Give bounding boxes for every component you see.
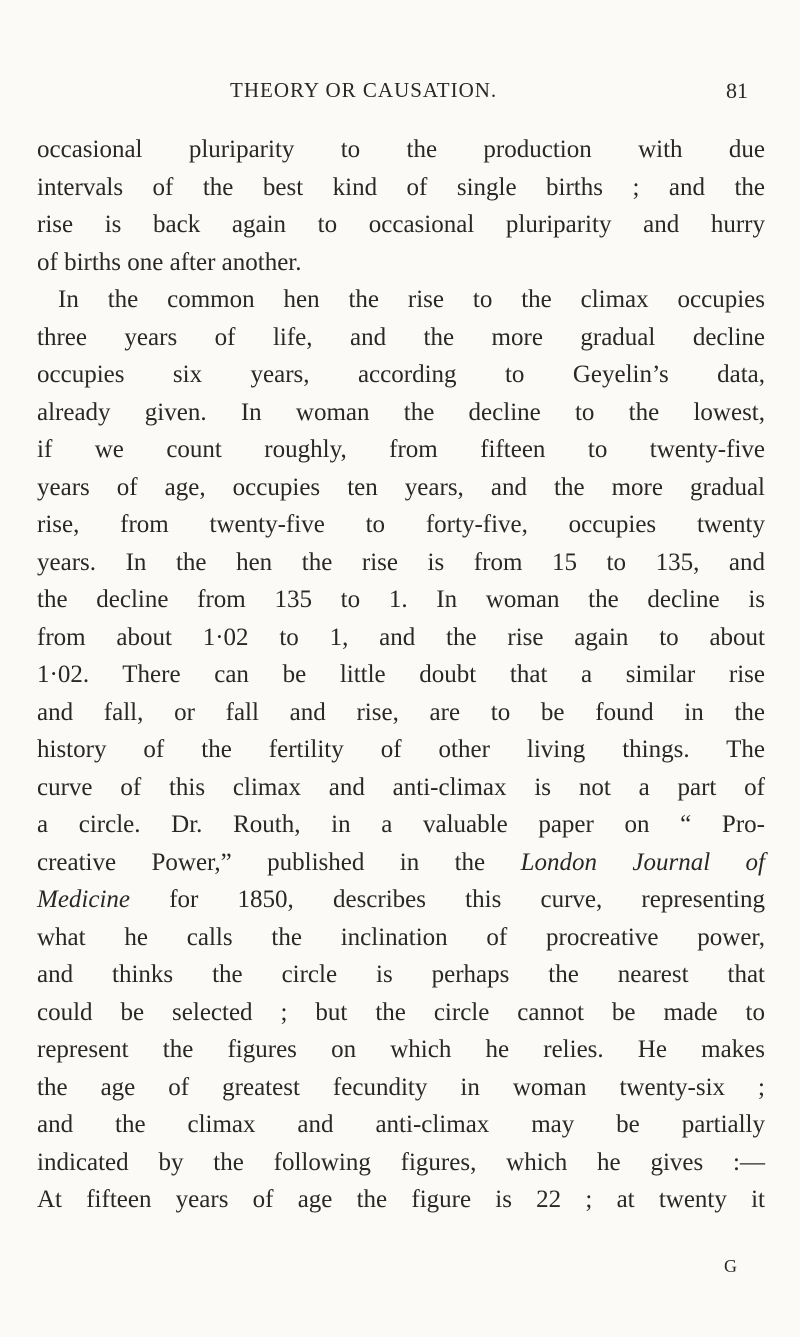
text-line (37, 881, 765, 919)
text-line: and fall, or fall and rise, are to be found in the (37, 698, 765, 726)
running-head-title: THEORY OR CAUSATION. (230, 78, 498, 102)
text-line: three years of life, and the more gradual decline (37, 323, 765, 351)
text-line (37, 844, 765, 882)
text-line: and the climax and anti-climax may be partially (37, 1111, 765, 1138)
text-line: At fifteen years of age the figure is 22 ; at twenty it (37, 1186, 765, 1213)
text-line: what he calls the inclination of procreative power, (37, 923, 765, 951)
text-line: 1·02. There can be little doubt that a similar rise (37, 661, 765, 688)
text-line: years of age, occupies ten years, and the more gradual (37, 473, 765, 501)
text-line: rise, from twenty-five to forty-five, occupies twenty (37, 511, 765, 538)
text-line: occasional pluriparity to the production with due (37, 136, 765, 163)
text-line: already given. In woman the decline to the lowest, (37, 398, 765, 426)
page-number: 81 (726, 78, 748, 103)
text-line: a circle. Dr. Routh, in a valuable paper on “ Pro- (37, 811, 765, 838)
text-line: indicated by the following figures, which he gives :— (37, 1148, 765, 1176)
text-line: rise is back again to occasional pluriparity and hurry (37, 211, 765, 238)
text-line: and thinks the circle is perhaps the nearest that (37, 961, 765, 988)
text-line: represent the figures on which he relies. He makes (37, 1036, 765, 1063)
text-line: if we count roughly, from fifteen to twenty-five (37, 436, 765, 463)
text-line: the decline from 135 to 1. In woman the decline is (37, 586, 765, 613)
text-line: occupies six years, according to Geyelin’s data, (37, 361, 765, 388)
journal-title-italic: London Journal of (520, 848, 765, 876)
body-text (37, 131, 765, 1219)
journal-title-italic: Medicine (37, 886, 131, 913)
text-line: from about 1·02 to 1, and the rise again to about (37, 623, 765, 651)
text-run: for 1850, describes this curve, representing (130, 886, 765, 913)
text-line: years. In the hen the rise is from 15 to 135, and (37, 548, 765, 576)
signature-mark: G (724, 1256, 737, 1276)
text-line: of births one after another. (37, 248, 302, 276)
text-line: could be selected ; but the circle cannot be made to (37, 998, 765, 1026)
text-line: intervals of the best kind of single births ; and the (37, 173, 765, 201)
paragraph-first-line: In the common hen the rise to the climax occupies (58, 286, 765, 313)
text-line: curve of this climax and anti-climax is not a part of (37, 773, 765, 801)
text-run: creative Power,” published in the (37, 848, 521, 876)
text-line: history of the fertility of other living things. The (37, 736, 765, 763)
text-line: the age of greatest fecundity in woman twenty-six ; (37, 1073, 765, 1101)
